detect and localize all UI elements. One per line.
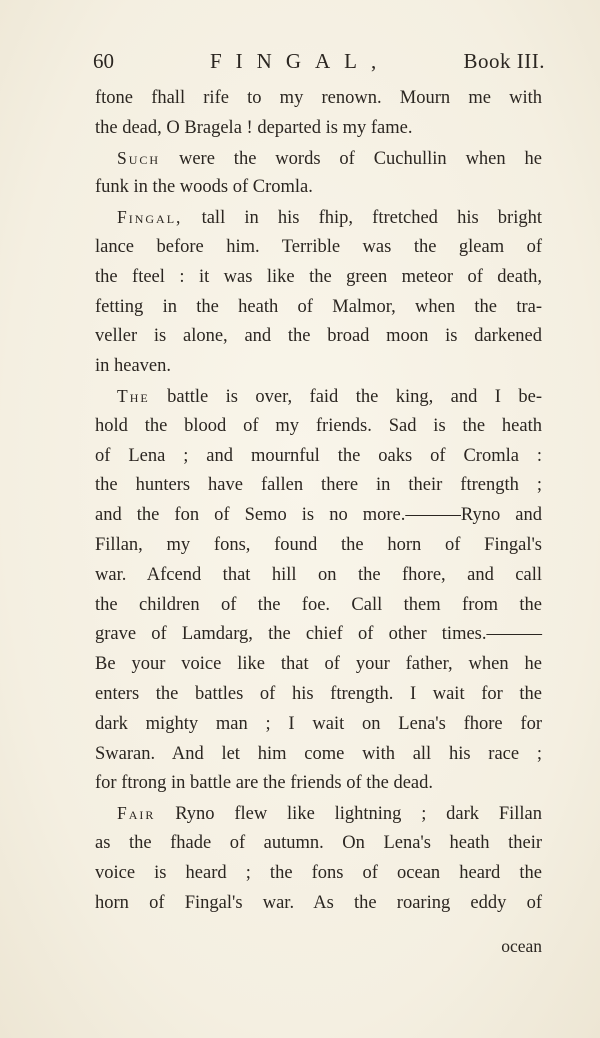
line-text: war. Afcend that hill on the fhore, and call: [95, 564, 542, 585]
text-line: [95, 293, 542, 323]
line-text: funk in the woods of Cromla.: [95, 177, 313, 198]
text-line: [95, 144, 542, 174]
running-header: [93, 44, 545, 78]
text-line: [95, 531, 542, 561]
line-text: for ftrong in battle are the friends of the dead.: [95, 773, 434, 794]
line-text: hold the blood of my friends. Sad is the heath: [95, 415, 542, 436]
line-text: Be your voice like that of your father, when he: [95, 654, 542, 675]
text-line: [95, 799, 542, 829]
text-line: [95, 173, 542, 203]
text-line: [95, 620, 542, 650]
line-text: Fillan, my fons, found the horn of Fingal's: [95, 534, 542, 555]
book-label: [464, 44, 546, 78]
line-text: Ryno flew like lightning ; dark Fillan: [155, 804, 542, 825]
text-line: [95, 382, 542, 412]
line-text: voice is heard ; the fons of ocean heard the: [95, 862, 542, 883]
catchword: ocean: [501, 936, 542, 956]
line-text: grave of Lamdarg, the chief of other times.———: [95, 624, 542, 645]
line-text: Swaran. And let him come with all his race ;: [95, 743, 542, 764]
line-text: the children of the foe. Call them from the: [95, 594, 542, 615]
text-line: [95, 710, 542, 740]
text-line: [95, 680, 542, 710]
text-line: [95, 412, 542, 442]
line-text: lance before him. Terrible was the gleam of: [95, 236, 542, 257]
line-text: the hunters have fallen there in their ftrength ;: [95, 475, 542, 496]
text-line: [95, 442, 542, 472]
book-number: III.: [516, 49, 545, 73]
line-text: were the words of Cuchullin when he: [160, 148, 542, 169]
text-line: [95, 203, 542, 233]
paragraph-lead-word: Such: [117, 147, 161, 168]
text-line: [95, 889, 542, 919]
text-line: [95, 591, 542, 621]
line-text: the dead, O Bragela ! departed is my fame.: [95, 117, 413, 138]
text-line: [95, 352, 542, 382]
page-number: 60: [93, 49, 114, 73]
line-text: veller is alone, and the broad moon is darkened: [95, 326, 542, 347]
line-text: enters the battles of his ftrength. I wait for the: [95, 683, 542, 704]
text-line: [95, 501, 542, 531]
text-line: [95, 84, 542, 114]
text-line: [95, 829, 542, 859]
body-text: [95, 84, 542, 918]
text-line: [95, 561, 542, 591]
paragraph-lead-word: The: [117, 385, 150, 406]
paragraph-lead-word: Fair: [117, 803, 156, 824]
book-word: Book: [463, 49, 512, 73]
line-text: the fteel : it was like the green meteor of death,: [95, 266, 542, 287]
line-text: battle is over, faid the king, and I be-: [149, 386, 542, 407]
line-text: dark mighty man ; I wait on Lena's fhore for: [95, 713, 542, 734]
text-line: [95, 471, 542, 501]
text-line: [95, 322, 542, 352]
text-line: [95, 233, 542, 263]
line-text: and the fon of Semo is no more.———Ryno and: [95, 505, 542, 526]
line-text: of Lena ; and mournful the oaks of Cromla :: [95, 445, 542, 466]
line-text: as the fhade of autumn. On Lena's heath their: [95, 832, 542, 853]
text-line: [95, 114, 542, 144]
line-text: fetting in the heath of Malmor, when the tra-: [95, 296, 542, 317]
text-line: [95, 263, 542, 293]
text-line: [95, 859, 542, 889]
text-line: [95, 769, 542, 799]
paragraph-lead-word: Fingal,: [117, 207, 183, 228]
running-title: FINGAL,: [210, 49, 391, 73]
text-line: [95, 650, 542, 680]
line-text: in heaven.: [95, 356, 172, 377]
text-line: [95, 740, 542, 770]
line-text: tall in his fhip, ftretched his bright: [182, 208, 542, 229]
line-text: horn of Fingal's war. As the roaring eddy of: [95, 892, 542, 913]
line-text: ftone fhall rife to my renown. Mourn me with: [95, 88, 542, 108]
